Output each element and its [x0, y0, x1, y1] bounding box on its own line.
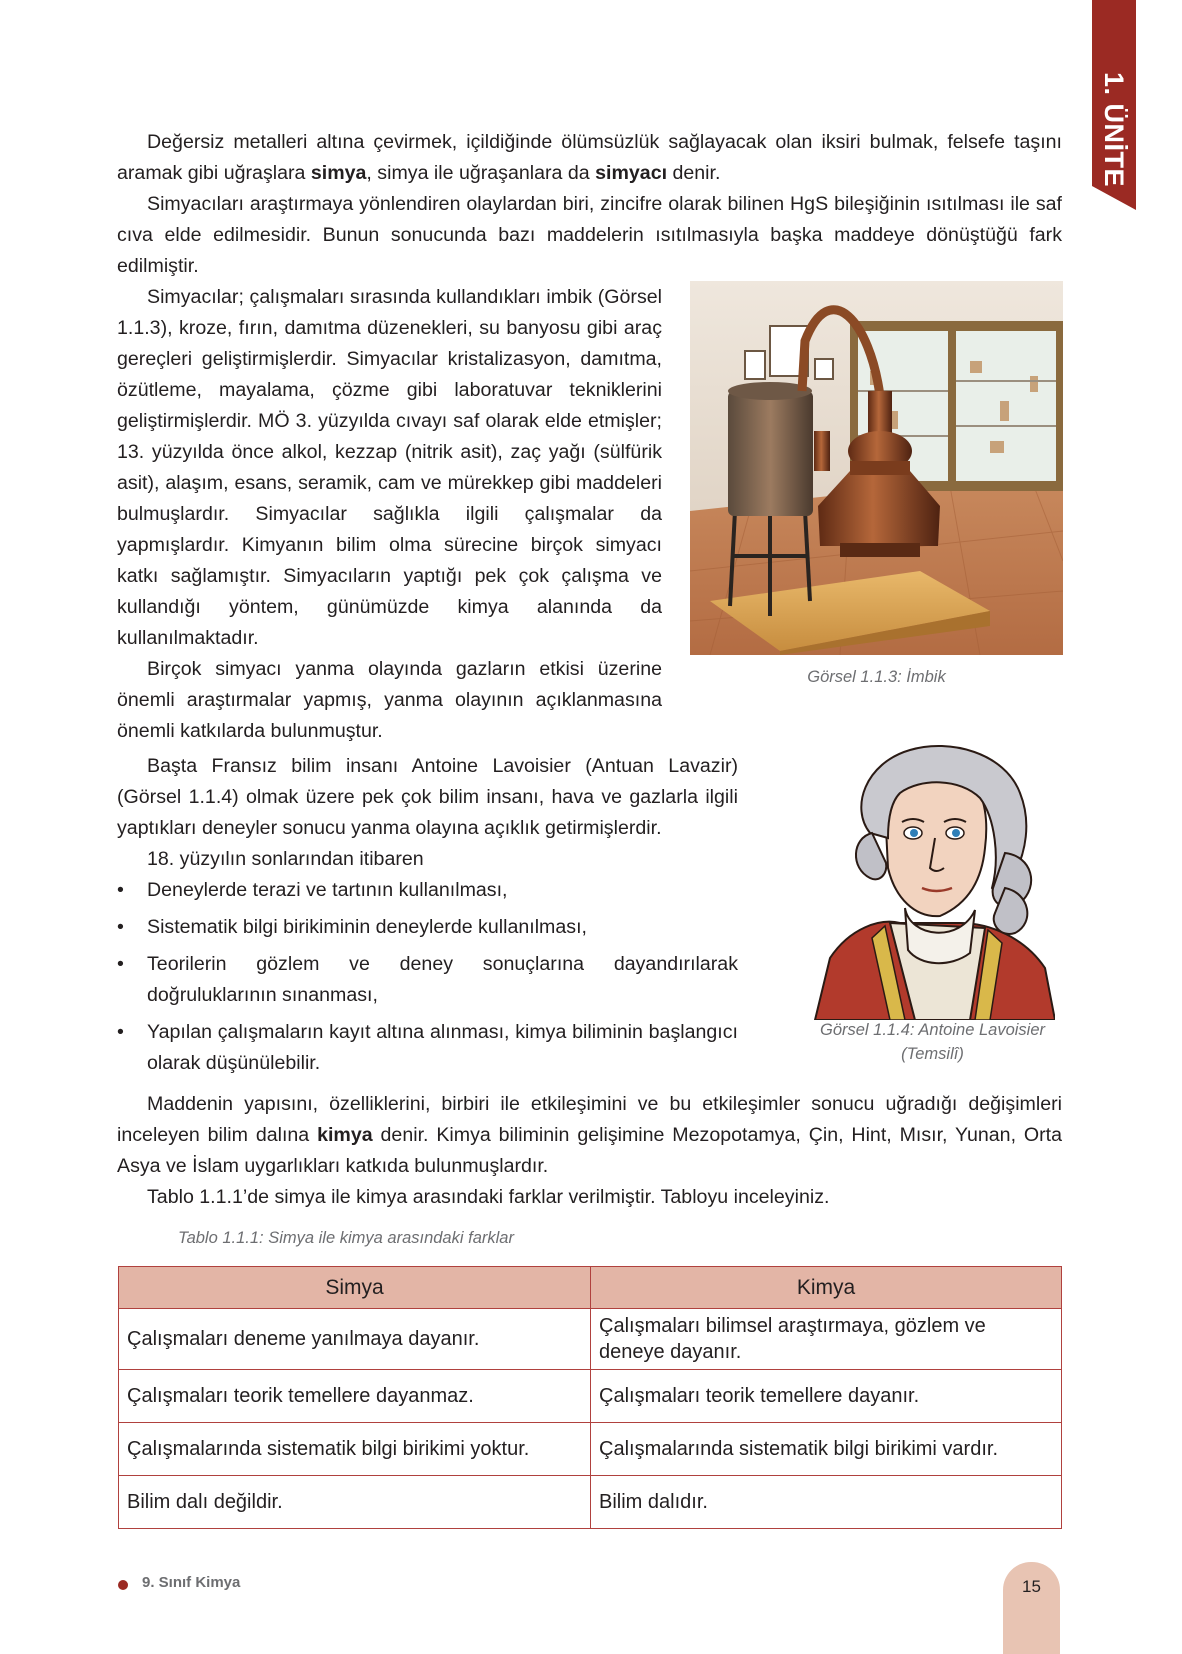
- paragraph-kimya-definition: Maddenin yapısını, özelliklerini, birbiri ile etkileşimini ve bu etkileşimler sonucu uğradığı değişimleri inceleyen bilim dalına kimya denir. Kimya biliminin gelişimine Mezopotamya, Çin, Hint, Mısır, Yunan, Orta Asya ve İslam uygarlıkları katkıda bulunmuşlardır.: [117, 1093, 1063, 1177]
- figure-alembic-caption: Görsel 1.1.3: İmbik: [807, 668, 946, 686]
- table-header-row: [119, 1267, 1062, 1309]
- table-cell: Çalışmaları teorik temellere dayanır.: [591, 1370, 1062, 1423]
- table-cell: Bilim dalıdır.: [591, 1476, 1062, 1529]
- table-cell: Çalışmaları deneme yanılmaya dayanır.: [119, 1309, 591, 1370]
- figure-lavoisier-caption: [790, 1018, 1075, 1066]
- bullet-marker: •: [117, 953, 124, 975]
- table-cell: Çalışmaları bilimsel araştırmaya, gözlem ve deneye dayanır.: [591, 1309, 1062, 1370]
- intro-text: [117, 127, 1062, 282]
- paragraph-yanma: Birçok simyacı yanma olayında gazların etkisi üzerine önemli araştırmalar yapmış, yanma olayının açıklanmasına önemli katkılarda bulunmuştur.: [117, 658, 662, 742]
- column-header-simya: Simya: [119, 1267, 591, 1309]
- table-row: [119, 1423, 1062, 1476]
- caption-line-1: Görsel 1.1.4: Antoine Lavoisier: [819, 1021, 1045, 1039]
- bullet-marker: •: [117, 1021, 124, 1043]
- footer-dot-icon: [118, 1580, 128, 1590]
- list-item: • Sistematik bilgi birikiminin deneylerde kullanılması,: [117, 912, 738, 943]
- unit-label: 1. ÜNİTE: [1099, 72, 1129, 188]
- table-cell: Bilim dalı değildir.: [119, 1476, 591, 1529]
- bullet-marker: •: [117, 916, 124, 938]
- figure-lavoisier-portrait: [810, 738, 1055, 1020]
- side-text-2: [117, 751, 738, 875]
- list-item: • Yapılan çalışmaların kayıt altına alınması, kimya biliminin başlangıcı olarak düşünülebilir.: [117, 1017, 738, 1079]
- table-cell: Çalışmalarında sistematik bilgi birikimi vardır.: [591, 1423, 1062, 1476]
- paragraph-simya-definition: Değersiz metalleri altına çevirmek, içildiğinde ölümsüzlük sağlayacak olan iksiri bulmak, felsefe taşını aramak gibi uğraşlara simya, simya ile uğraşanlara da simyacı denir.: [117, 131, 1062, 184]
- paragraph-table-intro: Tablo 1.1.1’de simya ile kimya arasındaki farklar verilmiştir. Tabloyu inceleyiniz.: [147, 1186, 830, 1208]
- comparison-table: [118, 1266, 1062, 1529]
- caption-line-2: (Temsilî): [901, 1045, 964, 1063]
- paragraph-lavoisier: Başta Fransız bilim insanı Antoine Lavoisier (Antuan Lavazir) (Görsel 1.1.4) olmak üzere pek çok bilim insanı, hava ve gazlarla ilgili yaptıkları deneyler sonucu yanma olayına açıklık getirmişlerdir.: [117, 755, 738, 839]
- list-item: • Teorilerin gözlem ve deney sonuçlarına dayandırılarak doğruluklarının sınanması,: [117, 949, 738, 1011]
- bullet-marker: •: [117, 879, 124, 901]
- paragraph-simyacilar: Simyacılar; çalışmaları sırasında kullandıkları imbik (Görsel 1.1.3), kroze, fırın, damıtma düzenekleri, su banyosu gibi araç gereçleri geliştirmişlerdir. Simyacılar kristalizasyon, damıtma, özütleme, mayalama, çözme gibi laboratuvar tekniklerini geliştirmişlerdir. MÖ 3. yüzyılda cıvayı saf olarak elde etmişler; 13. yüzyılda önce alkol, kezzap (nitrik asit), zaç yağı (sülfürik asit), alaşım, esans, seramik, cam ve mürekkep gibi maddeleri bulmuşlardır. Simyacılar sağlıkla ilgili çalışmalar da yapmışlardır. Kimyanın bilim olma sürecine birçok simyacı katkı sağlamıştır. Simyacıların yaptığı pek çok çalışma ve kullandığı yöntem, günümüzde kimya alanında da kullanılmaktadır.: [117, 286, 662, 649]
- table-row: [119, 1370, 1062, 1423]
- figure-alembic: [690, 281, 1063, 655]
- paragraph-hgs: Simyacıları araştırmaya yönlendiren olaylardan biri, zincifre olarak bilinen HgS bileşiğinin ısıtılması ile saf cıva elde edilmesidir. Bunun sonucunda bazı maddelerin ısıtılmasıyla başka maddeye dönüştüğü fark edilmiştir.: [117, 193, 1062, 277]
- table-row: [119, 1476, 1062, 1529]
- table-row: [119, 1309, 1062, 1370]
- column-header-kimya: Kimya: [591, 1267, 1062, 1309]
- bullet-list: [117, 875, 738, 1085]
- kimya-text: [117, 1089, 1062, 1213]
- table-cell: Çalışmalarında sistematik bilgi birikimi yoktur.: [119, 1423, 591, 1476]
- footer-book-title: 9. Sınıf Kimya: [142, 1574, 241, 1591]
- page-number-tab: [1003, 1562, 1060, 1654]
- page-number: 15: [1022, 1577, 1041, 1596]
- paragraph-18-yuzyil: 18. yüzyılın sonlarından itibaren: [147, 848, 424, 870]
- table-caption: Tablo 1.1.1: Simya ile kimya arasındaki farklar: [178, 1229, 514, 1247]
- side-text-1: [117, 282, 662, 747]
- table-cell: Çalışmaları teorik temellere dayanmaz.: [119, 1370, 591, 1423]
- list-item: • Deneylerde terazi ve tartının kullanılması,: [117, 875, 738, 906]
